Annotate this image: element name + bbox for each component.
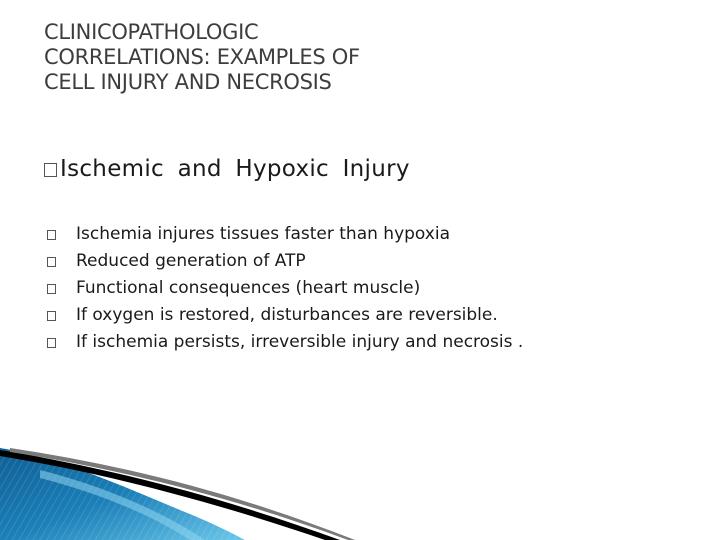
- bullet-text: Ischemia injures tissues faster than hypoxia: [76, 223, 450, 244]
- list-item: [47, 247, 523, 274]
- checkbox-bullet-icon: [47, 257, 56, 267]
- bullet-text: Functional consequences (heart muscle): [76, 277, 421, 298]
- list-item: [47, 301, 523, 328]
- title-line-3: CELL INJURY AND NECROSIS: [44, 70, 332, 94]
- section-heading-text: Ischemic and Hypoxic Injury: [60, 156, 410, 182]
- list-item: [47, 220, 523, 247]
- checkbox-bullet-icon: [47, 284, 56, 294]
- checkbox-bullet-icon: [47, 311, 56, 321]
- list-item: [47, 274, 523, 301]
- checkbox-bullet-icon: [44, 163, 57, 177]
- bullet-text: If oxygen is restored, disturbances are reversible.: [76, 304, 498, 325]
- checkbox-bullet-icon: [47, 338, 56, 348]
- slide-title: [44, 20, 644, 95]
- decorative-swoosh: [0, 440, 720, 540]
- bullet-text: Reduced generation of ATP: [76, 250, 306, 271]
- title-line-2: CORRELATIONS: EXAMPLES OF: [44, 45, 360, 69]
- title-line-1: CLINICOPATHOLOGIC: [44, 20, 259, 44]
- bullet-text: If ischemia persists, irreversible injury and necrosis .: [76, 331, 524, 352]
- list-item: [47, 328, 523, 355]
- section-heading: [44, 156, 410, 182]
- checkbox-bullet-icon: [47, 230, 56, 240]
- bullet-list: [47, 220, 523, 355]
